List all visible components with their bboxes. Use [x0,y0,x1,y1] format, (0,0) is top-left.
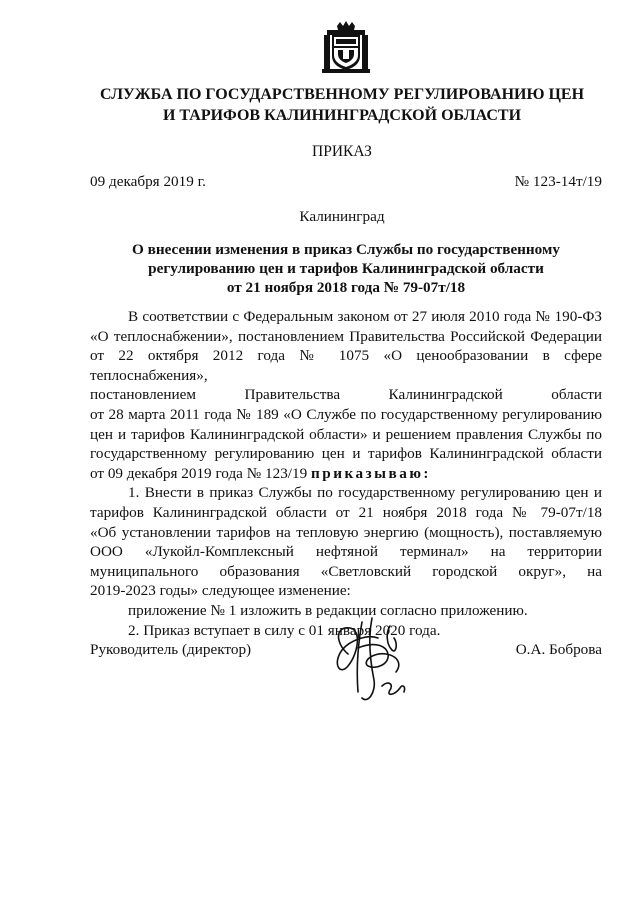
order-number: № 123-14т/19 [514,173,602,190]
subject-line: О внесении изменения в приказ Службы по государственному [132,241,560,258]
body-line [90,464,602,484]
item-1-line: 2019-2023 годы» следующее изменение: [90,582,351,600]
coat-of-arms-icon [321,20,371,74]
signatory-title: Руководитель (директор) [90,641,252,658]
subject-line: от 21 ноября 2018 года № 79-07т/18 [226,279,466,296]
organization-name [0,84,640,126]
item-2: 2. Приказ вступает в силу с 01 января 2020 года. [128,621,441,639]
item-1-line: 1. Внести в приказ Службы по государственному регулированию цен и [128,484,602,502]
organization-name-line2: И ТАРИФОВ КАЛИНИНГРАДСКОЙ ОБЛАСТИ [162,107,522,124]
item-1-line: муниципального образования «Светловский городской округ», на [90,562,602,580]
item-1-line: «Об установлении тарифов на тепловую энергию (мощность), поставляемую [90,523,602,541]
body-line: постановлением Правительства Калининградской области [90,386,602,404]
handwritten-signature [328,614,418,712]
item-1-line: ООО «Лукойл-Комплексный нефтяной терминал» на территории [90,543,602,561]
order-date: 09 декабря 2019 г. [90,173,206,190]
body-line: «О теплоснабжении», постановлением Правительства Российской Федерации [90,327,602,345]
body-line: от 28 марта 2011 года № 189 «О Службе по государственному регулированию [90,405,602,423]
subject-line: регулированию цен и тарифов Калининградской области [148,260,544,277]
item-1-subitem: приложение № 1 изложить в редакции согласно приложению. [128,601,528,619]
organization-name-line1: СЛУЖБА ПО ГОСУДАРСТВЕННОМУ РЕГУЛИРОВАНИЮ ЦЕН [99,86,585,103]
body-line: цен и тарифов Калининградской области» и решением правления Службы по [90,425,602,443]
body-line: от 22 октября 2012 года № 1075 «О ценообразовании в сфере теплоснабжения», [90,347,602,384]
document-type: ПРИКАЗ [312,143,372,160]
body-line: государственному регулированию цен и тарифов Калининградской области [90,445,602,463]
signatory-name: О.А. Боброва [515,641,602,658]
order-subject [90,240,602,297]
order-word: приказываю: [311,464,431,482]
body-text: от 09 декабря 2019 года № 123/19 [90,464,311,482]
item-1-line: тарифов Калининградской области от 21 ноября 2018 года № 79-07т/18 [90,503,602,521]
order-body [90,307,602,640]
body-line: В соответствии с Федеральным законом от 27 июля 2010 года № 190-ФЗ [128,308,602,325]
city: Калининград [299,208,385,225]
